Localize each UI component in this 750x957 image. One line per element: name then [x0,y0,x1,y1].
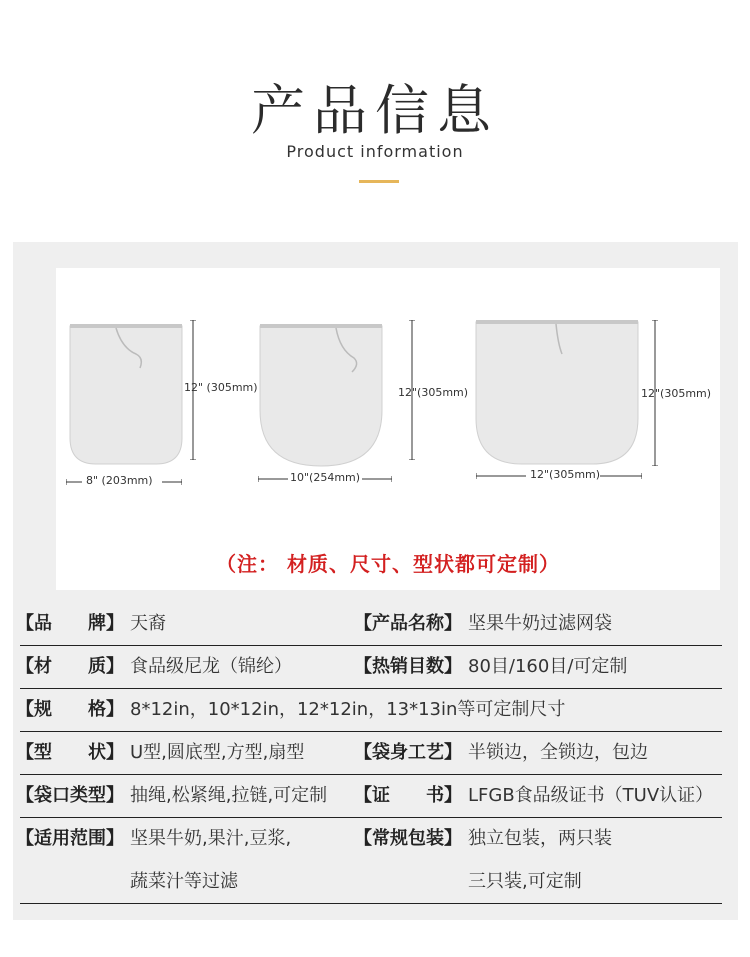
spec-value: U型,圆底型,方型,扇型 [130,742,305,763]
spec-value: 坚果牛奶过滤网袋 [468,613,612,634]
bag-round-bottom-image [256,320,386,470]
spec-value: 坚果牛奶,果汁,豆浆, [130,828,292,849]
spec-row [20,861,722,904]
spec-value: 半锁边，全锁边，包边 [468,742,648,763]
spec-label: 【产品名称】 [354,613,462,634]
spec-label: 【材 质】 [16,656,124,677]
spec-row [16,818,722,861]
spec-label: 【型 状】 [16,742,124,763]
spec-value: 蔬菜汁等过滤 [130,871,238,892]
spec-label: 【证 书】 [354,785,462,806]
customization-note: （注： 材质、尺寸、型状都可定制） [216,552,560,576]
bag3-height-label: 12"(305mm) [641,387,712,400]
spec-label: 【品 牌】 [16,613,124,634]
spec-row [16,646,722,689]
bag1-width-label: 8" (203mm) [86,474,153,487]
spec-value: 8*12in，10*12in，12*12in，13*13in等可定制尺寸 [130,699,566,720]
spec-label: 【热销目数】 [354,656,462,677]
title-accent-line [359,180,399,183]
bag3-width-label: 12"(305mm) [530,468,601,481]
bag2-height-label: 12"(305mm) [398,386,469,399]
spec-row [16,689,722,732]
spec-label: 【袋身工艺】 [354,742,462,763]
bag1-height-label: 12" (305mm) [184,381,258,394]
spec-row [16,775,722,818]
spec-value: 抽绳,松紧绳,拉链,可定制 [130,785,328,806]
spec-value: LFGB食品级证书（TUV认证） [468,785,714,806]
spec-value: 天裔 [130,613,166,634]
page-title: 产品信息 [251,79,499,142]
bag2-width-label: 10"(254mm) [290,471,361,484]
bag-u-shape-image [66,318,186,468]
spec-value: 独立包装，两只装 [468,828,612,849]
spec-label: 【袋口类型】 [16,785,124,806]
spec-label: 【常规包装】 [354,828,462,849]
spec-value: 三只装,可定制 [468,871,582,892]
spec-label: 【适用范围】 [16,828,124,849]
spec-value: 食品级尼龙（锦纶） [130,656,292,677]
spec-row [16,732,722,775]
bag-square-image [472,318,642,468]
spec-value: 80目/160目/可定制 [468,656,628,677]
spec-label: 【规 格】 [16,699,124,720]
page-subtitle: Product information [286,142,464,161]
spec-row [16,603,722,646]
